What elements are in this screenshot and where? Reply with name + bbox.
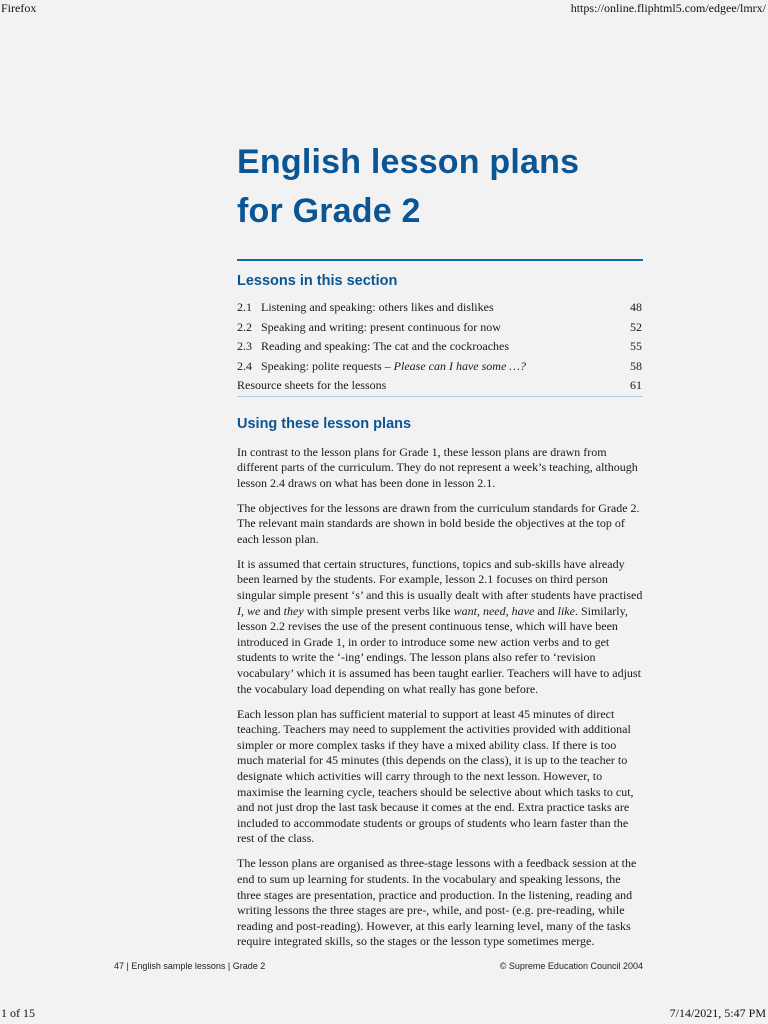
toc-page: 55 <box>630 339 642 353</box>
toc-page: 52 <box>630 319 642 334</box>
browser-name: Firefox <box>1 1 37 15</box>
paragraph: In contrast to the lesson plans for Grade 1, these lesson plans are drawn from different parts of the curriculum. They do not represent a week’s teaching, although lesson 2.4 draws on what has been done in lesson 2.1. <box>237 444 638 490</box>
toc-number: 2.2 <box>237 319 252 334</box>
print-timestamp: 7/14/2021, 5:47 PM <box>669 1006 766 1020</box>
toc-row <box>237 318 643 338</box>
title-line-2: for Grade 2 <box>237 192 421 230</box>
footer-page-info: 47 | English sample lessons | Grade 2 <box>114 961 266 971</box>
print-header <box>0 0 768 16</box>
text-run: and <box>260 603 284 618</box>
paragraph: Each lesson plan has sufficient material to support at least 45 minutes of direct teaching. Teachers may need to supplement the activities provided with additional simpler or more complex tasks if they have a mixed ability class. If there is too much material for 45 minutes (this depends on the class), it is up to the teacher to designate which activities will carry through to the next lesson. However, to maximise the learning cycle, teachers should be selective about which tasks to cut, and not just drop the last task because it comes at the end. Extra practice tasks are included to accommodate students or groups of students who learn faster than the rest of the class. <box>237 706 634 846</box>
toc-number: 2.4 <box>237 358 252 373</box>
text-run: with simple present verbs like <box>303 603 454 618</box>
page-count: 1 of 15 <box>1 1006 35 1020</box>
toc-row <box>237 337 643 357</box>
title-line-1: English lesson plans <box>237 143 580 181</box>
title-divider <box>237 259 643 261</box>
print-footer <box>0 1006 768 1024</box>
toc-text: Resource sheets for the lessons <box>237 378 387 392</box>
document-footer <box>114 961 643 971</box>
text-run-italic: I, we <box>237 603 261 618</box>
toc-number: 2.3 <box>237 339 252 353</box>
toc-text: Reading and speaking: The cat and the cockroaches <box>261 339 510 353</box>
footer-copyright: © Supreme Education Council 2004 <box>499 961 643 971</box>
body-text <box>237 445 643 950</box>
paragraph <box>237 557 643 697</box>
toc-text: Listening and speaking: others likes and dislikes <box>261 300 494 314</box>
toc-row <box>237 298 643 318</box>
using-section-heading: Using these lesson plans <box>237 415 412 432</box>
lessons-section-heading: Lessons in this section <box>237 273 398 289</box>
toc-text-italic: Please can I have some …? <box>393 358 526 373</box>
toc-text: Speaking and writing: present continuous for now <box>261 319 501 334</box>
text-run-italic: like <box>557 603 575 618</box>
text-run: It is assumed that certain structures, functions, topics and sub-skills have already been learned by the students. For example, lesson 2.1 focuses on third person singular simple present ‘s’ and this is usually dealt with after students have practised <box>237 556 643 603</box>
page-url: https://online.fliphtml5.com/edgee/lmrx/ <box>570 1 766 15</box>
text-run: . Similarly, lesson 2.2 revises the use of the present continuous tense, which will have been introduced in Grade 1, in order to introduce some new action verbs and to get students to write the ‘-ing’ endings. The lesson plans also refer to ‘revision vocabulary’ which it is assumed has been taught earlier. Teachers will have to adjust the vocabulary load depending on what really has gone before. <box>237 603 641 696</box>
toc-text: Speaking: polite requests – <box>261 358 394 373</box>
toc-number: 2.1 <box>237 300 252 314</box>
text-run-italic: they <box>283 603 304 618</box>
toc-row-resources <box>237 376 643 397</box>
document-page <box>237 138 643 959</box>
text-run-italic: want, need, have <box>453 603 535 618</box>
toc-page: 48 <box>630 300 642 314</box>
table-of-contents <box>237 298 643 397</box>
toc-page: 58 <box>630 358 642 373</box>
toc-page: 61 <box>630 378 642 392</box>
toc-row <box>237 357 643 377</box>
document-title <box>237 138 643 236</box>
paragraph: The lesson plans are organised as three-stage lessons with a feedback session at the end to sum up learning for students. In the vocabulary and speaking lessons, the three stages are presentation, practice and production. In the listening, reading and writing lessons the three stages are pre-, while, and post- (e.g. pre-reading, while reading and post-reading). However, at this early learning level, many of the tasks require integrated skills, so the stages or the lesson type sometimes merge. <box>237 856 637 949</box>
paragraph: The objectives for the lessons are drawn from the curriculum standards for Grade 2. The relevant main standards are shown in bold beside the objectives at the top of each lesson plan. <box>237 500 640 546</box>
text-run: and <box>534 603 558 618</box>
